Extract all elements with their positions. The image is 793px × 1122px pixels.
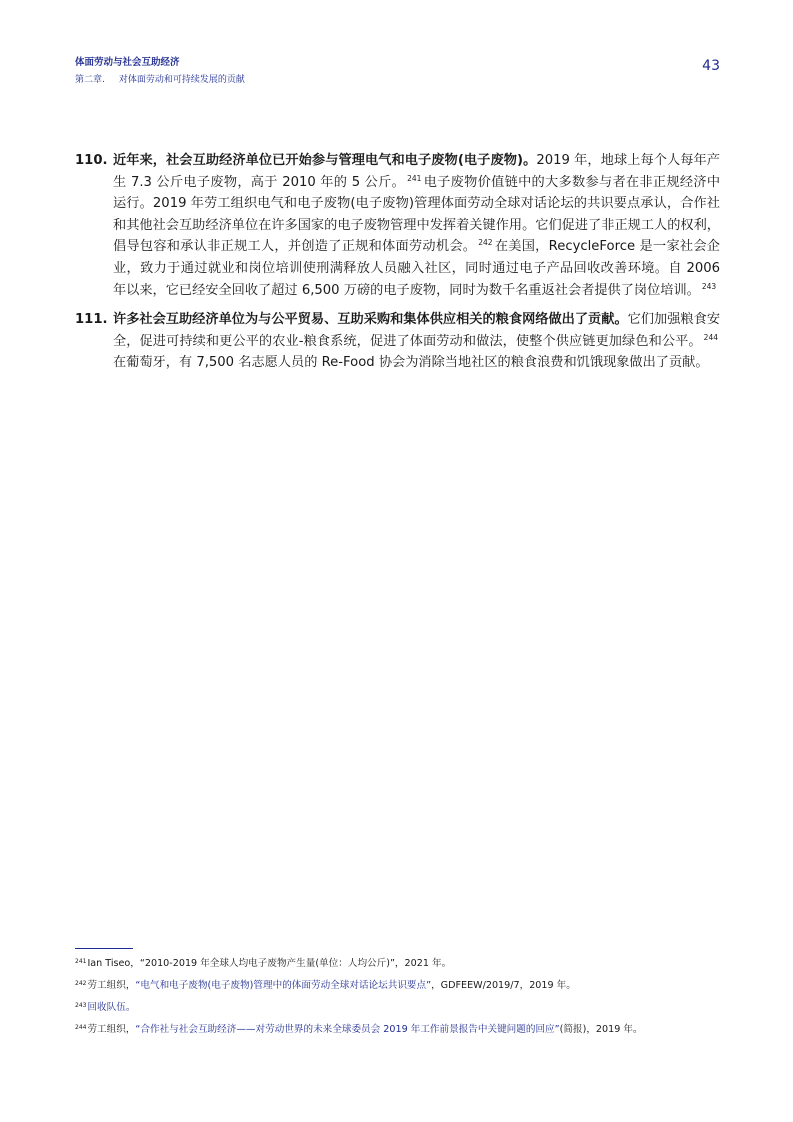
chapter-label: 第二章. (75, 75, 105, 85)
footnote-text: Ian Tiseo，“2010-2019 年全球人均电子废物产生量(单位：人均公斤)”，2021 年。 (87, 958, 452, 969)
page-header (75, 56, 720, 87)
chapter-line (75, 73, 720, 87)
footnote-ref[interactable]: 243 (701, 281, 717, 291)
footnote-number: 243 (75, 1002, 87, 1009)
footnotes (75, 956, 720, 1044)
paragraph-text: 在美国，RecycleForce 是一家社会企业，致力于通过就业和岗位培训使刑满释放人员融入社区，同时通过电子产品回收改善环境。自 2006 年以来，它已经安全回收了超过 6,500 万磅的电子废物，同时为数千名重返社会者提供了岗位培训。 (113, 239, 720, 298)
footnote-text: 劳工组织， (87, 980, 136, 991)
paragraph-111 (75, 309, 720, 374)
footnote-number: 241 (75, 958, 87, 965)
paragraph-lead: 许多社会互助经济单位为与公平贸易、互助采购和集体供应相关的粮食网络做出了贡献。 (113, 312, 628, 328)
footnote-link[interactable]: 回收队伍。 (87, 1002, 136, 1013)
footnote-244 (75, 1022, 720, 1038)
paragraph-text: 它们加强粮食安全，促进可持续和更公平的农业-粮食系统，促进了体面劳动和做法，使整个供应链更加绿色和公平。 (113, 312, 721, 349)
footnote-number: 242 (75, 980, 87, 987)
footnote-243 (75, 1000, 720, 1016)
footnote-text: 劳工组织， (87, 1024, 136, 1035)
paragraph-lead: 近年来，社会互助经济单位已开始参与管理电气和电子废物(电子废物)。 (113, 153, 537, 168)
footnote-242 (75, 978, 720, 994)
footnote-241 (75, 956, 720, 972)
footnote-ref[interactable]: 244 (703, 332, 718, 342)
footnote-ref[interactable]: 241 (407, 173, 422, 183)
footnote-link[interactable]: “电气和电子废物(电子废物)管理中的体面劳动全球对话论坛共识要点” (135, 980, 432, 991)
footnote-divider (75, 948, 133, 949)
footnote-number: 244 (75, 1024, 87, 1031)
footnote-text: (简报)，2019 年。 (559, 1024, 643, 1035)
paragraph-text: 电子废物价值链中的大多数参与者在非正规经济中运行。2019 年劳工组织电气和电子废物(电子废物)管理体面劳动全球对话论坛的共识要点承认，合作社和其他社会互助经济单位在许多国家的电子废物管理中发挥着关键作用。它们促进了非正规工人的权利，倡导包容和承认非正规工人，并创造了正规和体面劳动机会。 (113, 174, 721, 255)
chapter-title: 对体面劳动和可持续发展的贡献 (118, 75, 245, 85)
paragraph-110 (75, 150, 720, 301)
document-title: 体面劳动与社会互助经济 (75, 57, 180, 68)
paragraph-number: 110. (75, 153, 108, 168)
paragraph-text: 2019 年，地球上每个人每年产生 7.3 公斤电子废物，高于 2010 年的 5 公斤。 (113, 153, 720, 190)
main-content (75, 150, 720, 382)
page-number: 43 (702, 58, 720, 74)
paragraph-number: 111. (75, 312, 108, 328)
footnote-link[interactable]: “合作社与社会互助经济——对劳动世界的未来全球委员会 2019 年工作前景报告中关键问题的回应” (135, 1024, 560, 1035)
footnote-text: ，GDFEEW/2019/7，2019 年。 (431, 980, 576, 991)
footnote-ref[interactable]: 242 (478, 238, 493, 248)
paragraph-text: 在葡萄牙，有 7,500 名志愿人员的 Re-Food 协会为消除当地社区的粮食浪费和饥饿现象做出了贡献。 (113, 355, 709, 371)
